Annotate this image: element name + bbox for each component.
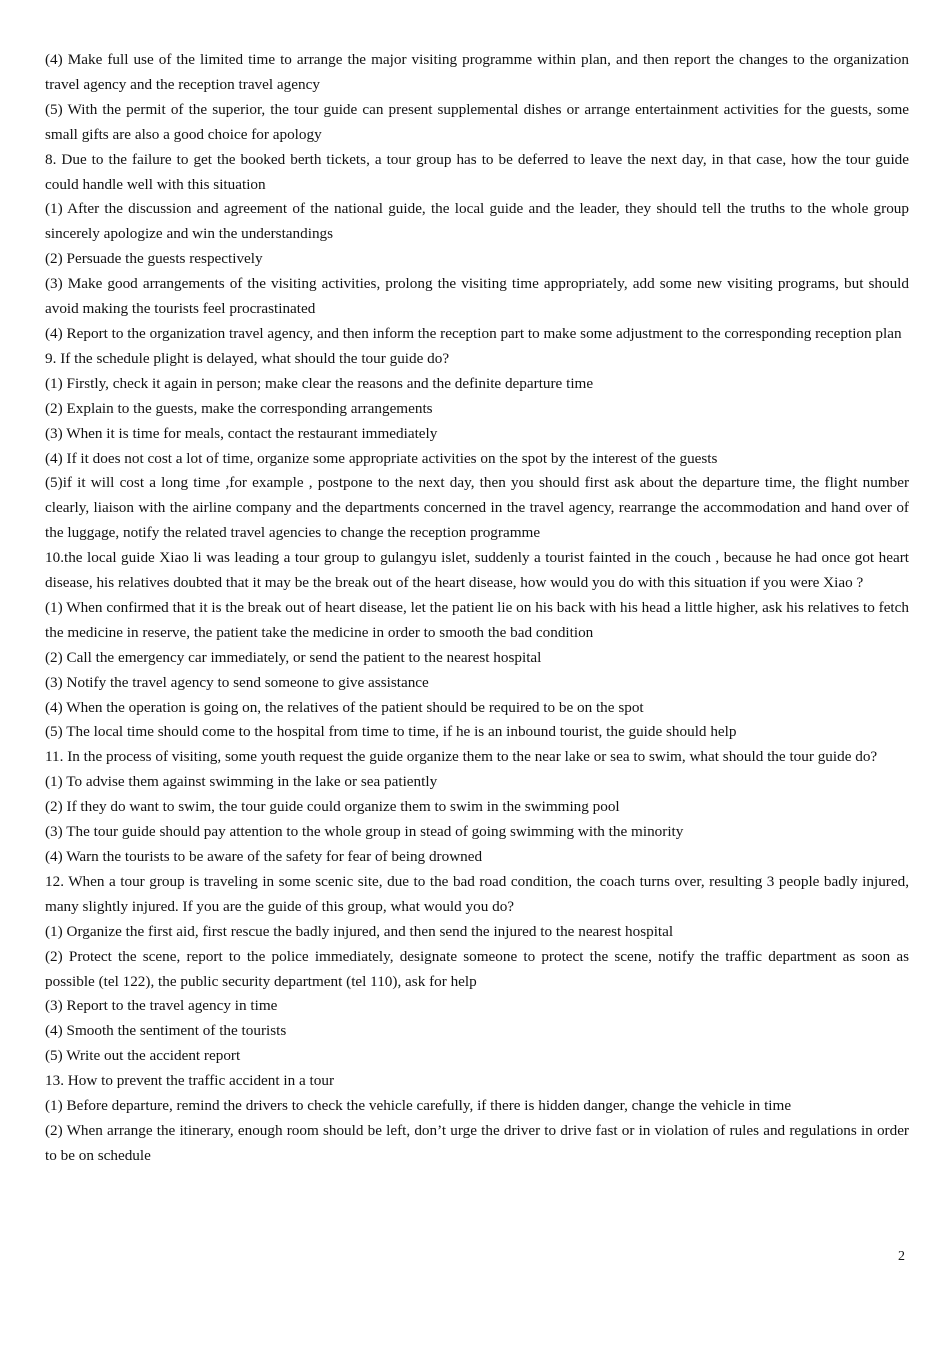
question-heading: 13. How to prevent the traffic accident in a tour <box>45 1072 335 1090</box>
paragraph: (5) The local time should come to the hospital from time to time, if he is an inbound tourist, the guide should help <box>45 723 737 741</box>
paragraph: (4) Smooth the sentiment of the tourists <box>45 1022 287 1040</box>
paragraph: (2) Explain to the guests, make the corresponding arrangements <box>45 399 433 417</box>
paragraph: (1) After the discussion and agreement of the national guide, the local guide and the leader, they should tell the truths to the whole group sincerely apologize and win the understandings <box>45 200 909 243</box>
paragraph: (4) Make full use of the limited time to arrange the major visiting programme within plan, and then report the changes to the organization travel agency and the reception travel agency <box>45 51 909 93</box>
page-number: 2 <box>898 1249 905 1264</box>
paragraph: (2) Protect the scene, report to the police immediately, designate someone to protect the scene, notify the traffic department as soon as possible (tel 122), the public security department (tel 110), ask for help <box>45 947 909 990</box>
paragraph: (4) If it does not cost a lot of time, organize some appropriate activities on the spot by the interest of the guests <box>45 449 718 467</box>
question-heading: 10.the local guide Xiao li was leading a tour group to gulangyu islet, suddenly a tourist fainted in the couch , because he had once got heart disease, his relatives doubted that it may be the break out of the heart disease, how would you do with this situation if you were Xiao ? <box>45 549 909 592</box>
paragraph: (1) When confirmed that it is the break out of heart disease, let the patient lie on his back with his head a little higher, ask his relatives to fetch the medicine in reserve, the patient take the medicine in order to smooth the bad condition <box>45 598 909 641</box>
paragraph: (5)if it will cost a long time ,for example , postpone to the next day, then you should first ask about the departure time, the flight number clearly, liaison with the airline company and the departments concerned in the travel agency, rearrange the accommodation and hand over of the luggage, notify the related travel agencies to change the reception programme <box>45 474 909 542</box>
paragraph: (1) Before departure, remind the drivers to check the vehicle carefully, if there is hidden danger, change the vehicle in time <box>45 1097 792 1115</box>
paragraph: (1) To advise them against swimming in the lake or sea patiently <box>45 773 438 791</box>
document-body <box>45 48 909 1169</box>
paragraph: (4) Report to the organization travel agency, and then inform the reception part to make some adjustment to the corresponding reception plan <box>45 324 902 342</box>
paragraph: (3) Make good arrangements of the visiting activities, prolong the visiting time appropriately, add some new visiting programs, but should avoid making the tourists feel procrastinated <box>45 275 909 318</box>
paragraph: (3) The tour guide should pay attention to the whole group in stead of going swimming with the minority <box>45 823 684 841</box>
paragraph: (3) Notify the travel agency to send someone to give assistance <box>45 673 429 691</box>
question-heading: 8. Due to the failure to get the booked berth tickets, a tour group has to be deferred to leave the next day, in that case, how the tour guide could handle well with this situation <box>45 150 909 193</box>
question-heading: 11. In the process of visiting, some youth request the guide organize them to the near lake or sea to swim, what should the tour guide do? <box>45 748 878 766</box>
paragraph: (5) Write out the accident report <box>45 1047 241 1065</box>
paragraph: (2) Call the emergency car immediately, or send the patient to the nearest hospital <box>45 648 542 666</box>
paragraph: (4) When the operation is going on, the relatives of the patient should be required to be on the spot <box>45 698 644 716</box>
paragraph: (4) Warn the tourists to be aware of the safety for fear of being drowned <box>45 848 483 865</box>
question-heading: 9. If the schedule plight is delayed, what should the tour guide do? <box>45 349 450 367</box>
paragraph: (1) Organize the first aid, first rescue the badly injured, and then send the injured to the nearest hospital <box>45 922 674 940</box>
question-heading: 12. When a tour group is traveling in some scenic site, due to the bad road condition, the coach turns over, resulting 3 people badly injured, many slightly injured. If you are the guide of this group, what would you do? <box>45 872 909 915</box>
paragraph: (3) When it is time for meals, contact the restaurant immediately <box>45 424 438 442</box>
paragraph: (5) With the permit of the superior, the tour guide can present supplemental dishes or arrange entertainment activities for the guests, some small gifts are also a good choice for apology <box>45 100 909 143</box>
paragraph: (3) Report to the travel agency in time <box>45 997 278 1015</box>
paragraph: (1) Firstly, check it again in person; make clear the reasons and the definite departure time <box>45 374 594 392</box>
paragraph: (2) Persuade the guests respectively <box>45 250 263 268</box>
paragraph: (2) When arrange the itinerary, enough room should be left, don’t urge the driver to drive fast or in violation of rules and regulations in order to be on schedule <box>45 1121 909 1164</box>
paragraph: (2) If they do want to swim, the tour guide could organize them to swim in the swimming pool <box>45 798 620 816</box>
